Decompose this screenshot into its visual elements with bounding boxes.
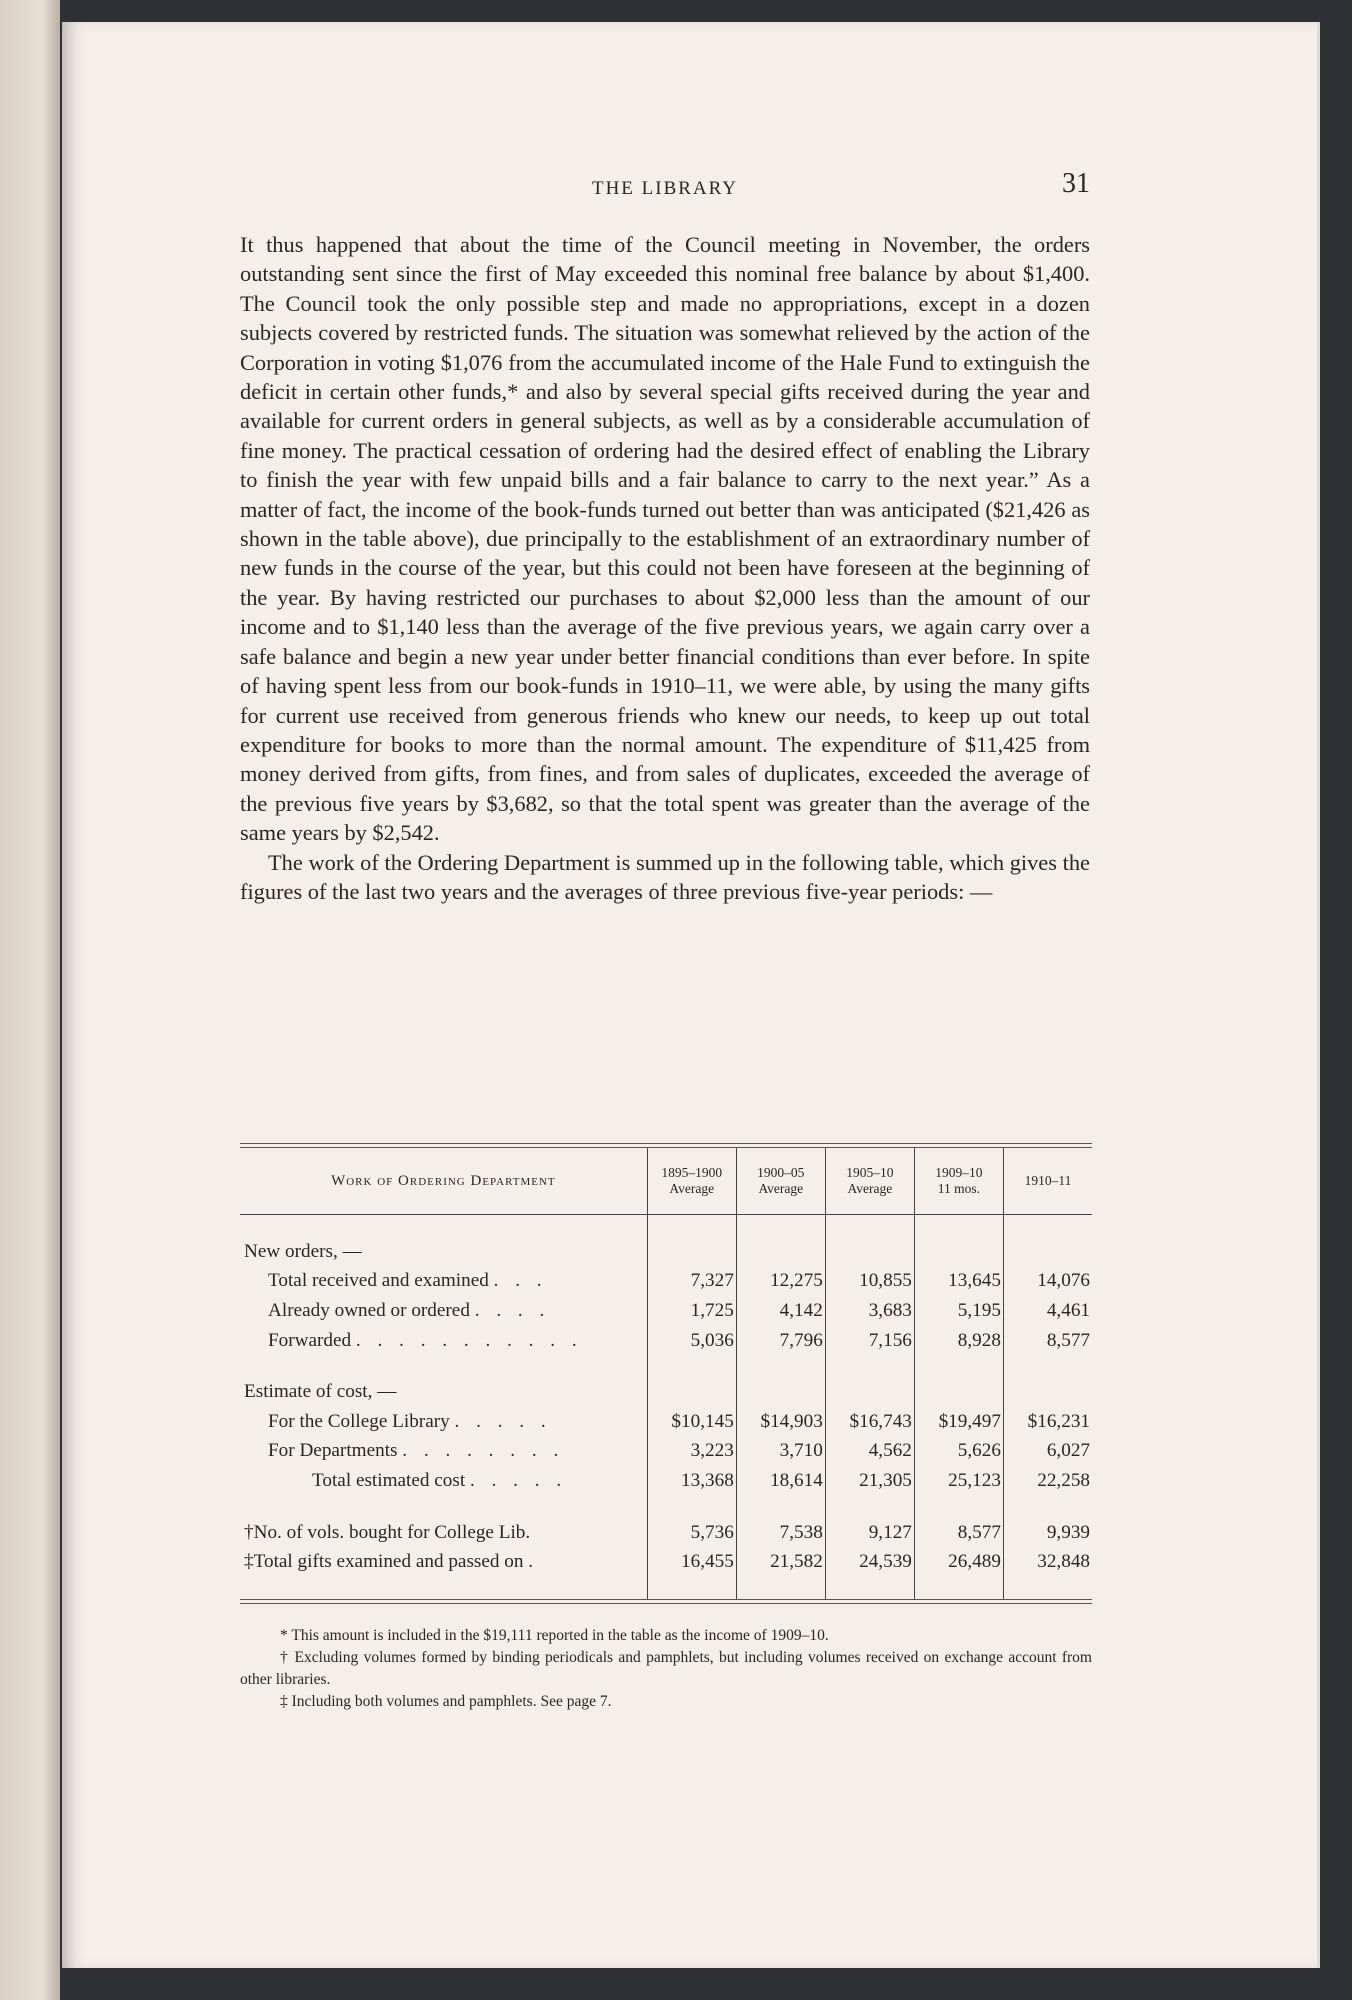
table-bottom-rule: [240, 1599, 1092, 1604]
table-cell: 7,156: [825, 1326, 914, 1356]
row-label: ‡Total gifts examined and passed on .: [244, 1551, 540, 1573]
table-title-text: Work of Ordering Department: [331, 1172, 556, 1189]
table-cell: $14,903: [736, 1407, 825, 1437]
row-label: For Departments . . . . . . . .: [268, 1440, 565, 1462]
footnote: * This amount is included in the $19,111 reported in the table as the income of 1909–10.: [280, 1627, 829, 1644]
row-label: †No. of vols. bought for College Lib.: [244, 1521, 531, 1543]
table-cell: 8,928: [914, 1326, 1003, 1356]
table-cell: 32,848: [1003, 1547, 1092, 1577]
spacer-row: [240, 1577, 1092, 1599]
table-cell: 4,461: [1003, 1296, 1092, 1326]
footnotes: [240, 1625, 1092, 1713]
footnote: ‡ Including both volumes and pamphlets. See page 7.: [280, 1693, 612, 1710]
table-cell: 4,142: [736, 1296, 825, 1326]
body-text: [240, 230, 1090, 906]
table-cell: 16,455: [647, 1547, 736, 1577]
spacer-row: [240, 1496, 1092, 1518]
table-cell: 4,562: [825, 1437, 914, 1467]
table-cell: 9,127: [825, 1518, 914, 1548]
table-cell: $16,743: [825, 1407, 914, 1437]
table-row: [240, 1466, 1092, 1496]
table-cell: 9,939: [1003, 1518, 1092, 1548]
table-cell: 21,582: [736, 1547, 825, 1577]
row-label: Total received and examined . . .: [268, 1270, 548, 1292]
footnote: † Excluding volumes formed by binding periodicals and pamphlets, but including volumes received on exchange account from other libraries.: [240, 1649, 1092, 1688]
page-number: 31: [1062, 168, 1090, 199]
table-cell: 12,275: [736, 1267, 825, 1297]
row-label: Already owned or ordered . . . .: [268, 1299, 551, 1321]
table-row: [240, 1518, 1092, 1548]
table-cell: 5,195: [914, 1296, 1003, 1326]
spacer-row: [240, 1355, 1092, 1377]
table-cell: 13,368: [647, 1466, 736, 1496]
table-cell: 1,725: [647, 1296, 736, 1326]
running-head: [240, 168, 1090, 208]
table-cell: 25,123: [914, 1466, 1003, 1496]
paragraph: It thus happened that about the time of the Council meeting in November, the orders outstanding sent since the first of May exceeded this nominal free balance by about $1,400. The Council took the only possible step and made no appropriations, except in a dozen subjects covered by restricted funds. The situation was somewhat relieved by the action of the Corporation in voting $1,076 from the accumulated income of the Hale Fund to extinguish the deficit in certain other funds,* and also by several special gifts received during the year and available for current orders in general subjects, as well as by a considerable accumulation of fine money. The practical cessation of ordering had the desired effect of enabling the Library to finish the year with few unpaid bills and a fair balance to carry to the next year.” As a matter of fact, the income of the book-funds turned out better than was anticipated ($21,426 as shown in the table above), due principally to the establishment of an extraordinary number of new funds in the course of the year, but this could not been have foreseen at the beginning of the year. By having restricted our purchases to about $2,000 less than the amount of our income and to $1,140 less than the average of the five previous years, we again carry over a safe balance and begin a new year under better financial conditions than ever before. In spite of having spent less from our book-funds in 1910–11, we were able, by using the many gifts for current use received from generous friends who knew our needs, to keep up out total expenditure for books to more than the normal amount. The expenditure of $11,425 from money derived from gifts, from fines, and from sales of duplicates, exceeded the average of the previous five years by $3,682, so that the total spent was greater than the average of the same years by $2,542.: [240, 232, 1090, 846]
table-row: [240, 1296, 1092, 1326]
table-cell: 3,710: [736, 1437, 825, 1467]
stats-table: [240, 1148, 1092, 1599]
table-cell: 13,645: [914, 1267, 1003, 1297]
table-cell: 5,626: [914, 1437, 1003, 1467]
row-label: Forwarded . . . . . . . . . . .: [268, 1329, 583, 1351]
table-row: [240, 1326, 1092, 1356]
running-head-title: THE LIBRARY: [591, 178, 739, 199]
column-header: 1900–05 Average: [736, 1148, 825, 1215]
column-header: 1910–11: [1003, 1148, 1092, 1215]
column-header: 1895–1900 Average: [647, 1148, 736, 1215]
table-cell: 3,683: [825, 1296, 914, 1326]
ordering-department-table: [240, 1143, 1092, 1604]
table-title: [240, 1148, 647, 1215]
table-cell: 22,258: [1003, 1466, 1092, 1496]
table-row: [240, 1407, 1092, 1437]
table-cell: $16,231: [1003, 1407, 1092, 1437]
table-row: [240, 1547, 1092, 1577]
table-cell: 5,736: [647, 1518, 736, 1548]
table-cell: 7,796: [736, 1326, 825, 1356]
table-cell: 21,305: [825, 1466, 914, 1496]
table-row: [240, 1437, 1092, 1467]
table-cell: 10,855: [825, 1267, 914, 1297]
section-heading: Estimate of cost, —: [244, 1381, 397, 1403]
table-row: [240, 1267, 1092, 1297]
table-cell: $10,145: [647, 1407, 736, 1437]
spacer-row: [240, 1215, 1092, 1238]
row-label: For the College Library . . . . .: [268, 1410, 552, 1432]
table-cell: 24,539: [825, 1547, 914, 1577]
table-cell: 8,577: [1003, 1326, 1092, 1356]
row-label: Total estimated cost . . . . .: [312, 1469, 568, 1491]
section-heading-row: [240, 1237, 1092, 1267]
paragraph: The work of the Ordering Department is summed up in the following table, which gives the figures of the last two years and the averages of three previous five-year periods: —: [240, 849, 1090, 904]
table-cell: 8,577: [914, 1518, 1003, 1548]
table-cell: 7,538: [736, 1518, 825, 1548]
table-cell: 7,327: [647, 1267, 736, 1297]
table-cell: 18,614: [736, 1466, 825, 1496]
section-heading: New orders, —: [244, 1240, 362, 1262]
table-cell: 6,027: [1003, 1437, 1092, 1467]
table-cell: 5,036: [647, 1326, 736, 1356]
table-cell: 3,223: [647, 1437, 736, 1467]
section-heading-row: [240, 1377, 1092, 1407]
table-cell: $19,497: [914, 1407, 1003, 1437]
table-header-row: [240, 1148, 1092, 1215]
column-header: 1909–10 11 mos.: [914, 1148, 1003, 1215]
column-header: 1905–10 Average: [825, 1148, 914, 1215]
table-cell: 26,489: [914, 1547, 1003, 1577]
previous-page-edge: [0, 0, 60, 2000]
table-cell: 14,076: [1003, 1267, 1092, 1297]
